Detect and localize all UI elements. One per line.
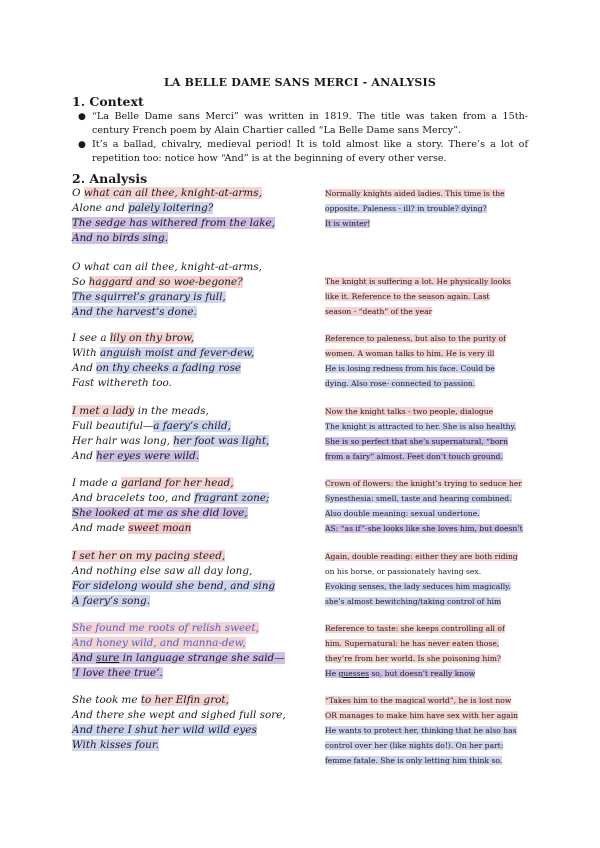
text-segment: I made a xyxy=(72,477,122,489)
highlighted-text: haggard and so woe-begone? xyxy=(88,276,243,288)
highlighted-text: She looked at me as she did love, xyxy=(72,507,248,519)
note-line-text xyxy=(325,349,494,358)
text-segment: O what can ail thee, knight-at-arms, xyxy=(72,261,262,273)
highlighted-text: OR manages to make him have sex with her again xyxy=(325,711,519,720)
note-line xyxy=(325,753,530,768)
poem-line xyxy=(72,201,312,216)
text-segment: She took me xyxy=(72,694,141,706)
text-segment: With xyxy=(72,347,100,359)
note-line-text xyxy=(325,524,523,533)
poem-line-text xyxy=(72,694,229,706)
note-line-text xyxy=(325,597,501,606)
highlighted-text: from a fairy” almost. Feet don’t touch ground. xyxy=(325,452,503,461)
poem-line xyxy=(72,376,312,391)
note-line-text xyxy=(325,552,518,561)
poem-line xyxy=(72,331,312,346)
text-segment: in language strange she said— xyxy=(119,652,285,664)
note-line-text xyxy=(325,696,511,705)
note-line xyxy=(325,651,530,666)
highlighted-text: garland for her head, xyxy=(121,477,234,489)
highlighted-text: The squirrel’s granary is full, xyxy=(72,291,226,303)
poem-line xyxy=(72,361,312,376)
poem-line-text xyxy=(72,637,246,649)
highlighted-text: He is losing redness from his face. Could be xyxy=(325,364,495,373)
note-line-text xyxy=(325,189,505,198)
highlighted-text: she’s almost bewitching/taking control of him xyxy=(325,597,502,606)
poem-line xyxy=(72,723,312,738)
note-line xyxy=(325,693,530,708)
highlighted-text: Evoking senses, the lady seduces him magically. xyxy=(325,582,511,591)
poem-line xyxy=(72,636,312,651)
poem-line-text xyxy=(72,580,275,592)
text-segment: guesses xyxy=(338,669,369,678)
note-line xyxy=(325,549,530,564)
highlighted-text: Also double meaning: sexual undertone. xyxy=(325,509,480,518)
poem-line xyxy=(72,693,312,708)
poem-line xyxy=(72,594,312,609)
note-line-text xyxy=(325,582,511,591)
poem-line-text xyxy=(72,492,269,504)
poem-line-text xyxy=(72,362,241,374)
bullet-dot-icon: ● xyxy=(78,140,86,150)
poem-line-text xyxy=(72,450,199,462)
context-bullet xyxy=(78,138,528,166)
poem-line-text xyxy=(72,276,243,288)
highlighted-text: opposite. Paleness - ill? in trouble? dying? xyxy=(325,204,487,213)
poem-line xyxy=(72,521,312,536)
poem-line-text xyxy=(72,261,262,273)
highlighted-text: It is winter! xyxy=(325,219,371,228)
poem-line xyxy=(72,666,312,681)
poem-line xyxy=(72,231,312,246)
poem-stanza xyxy=(72,621,312,681)
text-segment: Fast withereth too. xyxy=(72,377,172,389)
note-line-text xyxy=(325,639,499,648)
poem-line xyxy=(72,708,312,723)
section-heading-analysis: 2. Analysis xyxy=(72,171,148,186)
note-line xyxy=(325,331,530,346)
poem-line-text xyxy=(72,522,191,534)
highlighted-text: women. A woman talks to him. He is very ill xyxy=(325,349,495,358)
note-line xyxy=(325,419,530,434)
text-segment: Her hair was long, xyxy=(72,435,174,447)
text-segment: He xyxy=(325,669,339,678)
highlighted-text: control over her (like nights do!). On her part: xyxy=(325,741,504,750)
highlighted-text: With kisses four. xyxy=(72,739,159,751)
note-line xyxy=(325,636,530,651)
note-line-text xyxy=(325,479,522,488)
text-segment: And xyxy=(72,652,97,664)
note-line xyxy=(325,666,530,681)
note-line xyxy=(325,289,530,304)
highlighted-text: He wants to protect her, thinking that he also has xyxy=(325,726,517,735)
text-segment: so, but doesn’t really know xyxy=(368,669,476,678)
text-segment: So xyxy=(72,276,89,288)
poem-line xyxy=(72,738,312,753)
poem-stanza xyxy=(72,404,312,464)
highlighted-text: And there I shut her wild wild eyes xyxy=(72,724,257,736)
note-line-text xyxy=(325,741,503,750)
highlighted-text: Reference to paleness, but also to the purity of xyxy=(325,334,506,343)
poem-line-text xyxy=(72,332,194,344)
note-line xyxy=(325,476,530,491)
highlighted-text: The knight is suffering a lot. He physically looks xyxy=(325,277,511,286)
poem-line-text xyxy=(72,709,286,721)
poem-line-text xyxy=(72,347,254,359)
bullet-dot-icon: ● xyxy=(78,112,86,122)
poem-line-text xyxy=(72,202,213,214)
poem-stanza xyxy=(72,186,312,246)
note-line xyxy=(325,594,530,609)
highlighted-text: The sedge has withered from the lake, xyxy=(72,217,275,229)
highlighted-text: her foot was light, xyxy=(173,435,270,447)
analysis-notes xyxy=(325,274,530,319)
analysis-notes xyxy=(325,693,530,768)
poem-line-text xyxy=(72,291,226,303)
note-line-text xyxy=(325,219,370,228)
poem-stanza xyxy=(72,476,312,536)
context-bullet-text: “La Belle Dame sans Merci” was written in 1819. The title was taken from a 15th-century French poem by Alain Chartier called “La Belle Dame sans Mercy”. xyxy=(92,111,528,136)
highlighted-text: femme fatale. She is only letting him think so. xyxy=(325,756,503,765)
highlighted-text: palely loitering? xyxy=(128,202,214,214)
poem-line xyxy=(72,491,312,506)
highlighted-text: The knight is attracted to her. She is also healthy. xyxy=(325,422,517,431)
note-line-text xyxy=(325,494,512,503)
note-line-text xyxy=(325,669,475,678)
note-line-text xyxy=(325,407,493,416)
highlighted-text: a faery’s child, xyxy=(153,420,231,432)
poem-line xyxy=(72,346,312,361)
text-segment: in the meads, xyxy=(134,405,209,417)
highlighted-text: And no birds sing. xyxy=(72,232,168,244)
poem-line xyxy=(72,651,312,666)
text-segment: O xyxy=(72,187,84,199)
poem-line-text xyxy=(72,739,159,751)
highlighted-text: Normally knights aided ladies. This time is the xyxy=(325,189,505,198)
note-line-text xyxy=(325,509,480,518)
poem-line xyxy=(72,621,312,636)
note-line-text xyxy=(325,437,508,446)
note-line-text xyxy=(325,204,487,213)
highlighted-text: I set her on my pacing steed, xyxy=(72,550,226,562)
highlighted-text: She found me roots of relish sweet, xyxy=(72,622,259,634)
note-line-text xyxy=(325,334,506,343)
section-heading-context: 1. Context xyxy=(72,94,144,109)
analysis-notes xyxy=(325,621,530,681)
poem-line-text xyxy=(72,217,275,229)
note-line-text xyxy=(325,654,501,663)
highlighted-text: Again, double reading: either they are both riding xyxy=(325,552,518,561)
note-line xyxy=(325,274,530,289)
note-line xyxy=(325,738,530,753)
poem-line-text xyxy=(72,565,252,577)
note-line xyxy=(325,404,530,419)
highlighted-text: him. Supernatural: he has never eaten those, xyxy=(325,639,500,648)
note-line xyxy=(325,449,530,464)
highlighted-text: She is so perfect that she’s supernatural, “born xyxy=(325,437,508,446)
poem-line-text xyxy=(72,652,285,664)
note-line-text xyxy=(325,364,495,373)
analysis-notes xyxy=(325,549,530,609)
note-line xyxy=(325,216,530,231)
poem-line-text xyxy=(72,232,168,244)
text-segment: And xyxy=(72,362,97,374)
poem-line-text xyxy=(72,405,209,417)
highlighted-text: Crown of flowers: the knight’s trying to seduce her xyxy=(325,479,522,488)
context-bullet-text: It’s a ballad, chivalry, medieval period! It is told almost like a story. There’s a lot of repetition too: notice how “And” is at the beginning of every other verse. xyxy=(92,139,528,164)
poem-line xyxy=(72,216,312,231)
poem-line-text xyxy=(72,187,262,199)
poem-line-text xyxy=(72,507,248,519)
poem-line xyxy=(72,434,312,449)
note-line-text xyxy=(325,567,481,576)
highlighted-text: Now the knight talks - two people, dialogue xyxy=(325,407,494,416)
document-title: LA BELLE DAME SANS MERCI - ANALYSIS xyxy=(163,76,437,89)
poem-stanza xyxy=(72,693,312,753)
text-segment: Full beautiful— xyxy=(72,420,154,432)
highlighted-text: Synesthesia: smell, taste and hearing combined. xyxy=(325,494,512,503)
highlighted-text: AS: “as if”-she looks like she loves him, but doesn’t xyxy=(325,524,523,533)
text-segment: ‘I love thee true’. xyxy=(72,667,163,679)
text-segment: And made xyxy=(72,522,129,534)
highlighted-text: dying. Also rose- connected to passion. xyxy=(325,379,476,388)
note-line xyxy=(325,346,530,361)
note-line-text xyxy=(325,307,432,316)
highlighted-text: sweet moan xyxy=(128,522,192,534)
poem-line xyxy=(72,449,312,464)
poem-stanza xyxy=(72,260,312,320)
note-line xyxy=(325,621,530,636)
note-line-text xyxy=(325,422,516,431)
note-line xyxy=(325,708,530,723)
poem-stanza xyxy=(72,331,312,391)
note-line xyxy=(325,361,530,376)
poem-line xyxy=(72,579,312,594)
note-line xyxy=(325,506,530,521)
poem-line-text xyxy=(72,420,231,432)
poem-line-text xyxy=(72,377,172,389)
note-line-text xyxy=(325,711,518,720)
text-segment: And nothing else saw all day long, xyxy=(72,565,253,577)
text-segment: sure xyxy=(96,652,120,664)
highlighted-text: Reference to taste: she keeps controlling all of xyxy=(325,624,505,633)
note-line xyxy=(325,579,530,594)
note-line xyxy=(325,564,530,579)
poem-line xyxy=(72,506,312,521)
poem-line xyxy=(72,290,312,305)
poem-line xyxy=(72,186,312,201)
poem-line-text xyxy=(72,435,269,447)
poem-line xyxy=(72,260,312,275)
poem-stanza xyxy=(72,549,312,609)
note-line-text xyxy=(325,624,505,633)
note-line xyxy=(325,304,530,319)
note-line-text xyxy=(325,452,503,461)
note-line-text xyxy=(325,292,490,301)
poem-line-text xyxy=(72,667,163,679)
analysis-notes xyxy=(325,186,530,231)
highlighted-text: And honey wild, and manna-dew, xyxy=(72,637,246,649)
poem-line-text xyxy=(72,477,234,489)
highlighted-text: her eyes were wild. xyxy=(96,450,200,462)
poem-line-text xyxy=(72,724,257,736)
highlighted-text: I met a lady xyxy=(72,405,135,417)
poem-line-text xyxy=(72,622,259,634)
note-line-text xyxy=(325,379,475,388)
text-segment: on his horse, or passionately having sex. xyxy=(325,567,482,576)
poem-line xyxy=(72,305,312,320)
poem-line-text xyxy=(72,595,150,607)
note-line-text xyxy=(325,756,502,765)
highlighted-text: lily on thy brow, xyxy=(109,332,195,344)
text-segment: Alone and xyxy=(72,202,129,214)
note-line xyxy=(325,521,530,536)
analysis-notes xyxy=(325,476,530,536)
highlighted-text: on thy cheeks a fading rose xyxy=(96,362,242,374)
highlighted-text: “Takes him to the magical world”, he is lost now xyxy=(325,696,512,705)
highlighted-text: anguish moist and fever-dew, xyxy=(100,347,255,359)
poem-line-text xyxy=(72,550,225,562)
note-line xyxy=(325,201,530,216)
note-line xyxy=(325,491,530,506)
highlighted-text: what can ail thee, knight-at-arms, xyxy=(83,187,262,199)
highlighted-text: like it. Reference to the season again. Last xyxy=(325,292,490,301)
highlighted-text: they’re from her world. Is she poisoning him? xyxy=(325,654,501,663)
note-line-text xyxy=(325,726,517,735)
analysis-notes xyxy=(325,404,530,464)
text-segment: And bracelets too, and xyxy=(72,492,195,504)
text-segment: And there she wept and sighed full sore, xyxy=(72,709,286,721)
poem-line xyxy=(72,404,312,419)
highlighted-text: fragrant zone; xyxy=(194,492,270,504)
context-bullet xyxy=(78,110,528,138)
highlighted-text: And the harvest’s done. xyxy=(72,306,197,318)
highlighted-text: to her Elfin grot, xyxy=(140,694,229,706)
note-line xyxy=(325,376,530,391)
note-line xyxy=(325,186,530,201)
highlighted-text: For sidelong would she bend, and sing xyxy=(72,580,276,592)
poem-line-text xyxy=(72,306,197,318)
poem-line xyxy=(72,564,312,579)
note-line xyxy=(325,434,530,449)
text-segment: I see a xyxy=(72,332,110,344)
text-segment: And xyxy=(72,450,97,462)
poem-line xyxy=(72,275,312,290)
note-line xyxy=(325,723,530,738)
poem-line xyxy=(72,419,312,434)
poem-line xyxy=(72,549,312,564)
note-line-text xyxy=(325,277,511,286)
highlighted-text: season - “death” of the year xyxy=(325,307,433,316)
highlighted-text: A faery’s song. xyxy=(72,595,151,607)
analysis-notes xyxy=(325,331,530,391)
poem-line xyxy=(72,476,312,491)
